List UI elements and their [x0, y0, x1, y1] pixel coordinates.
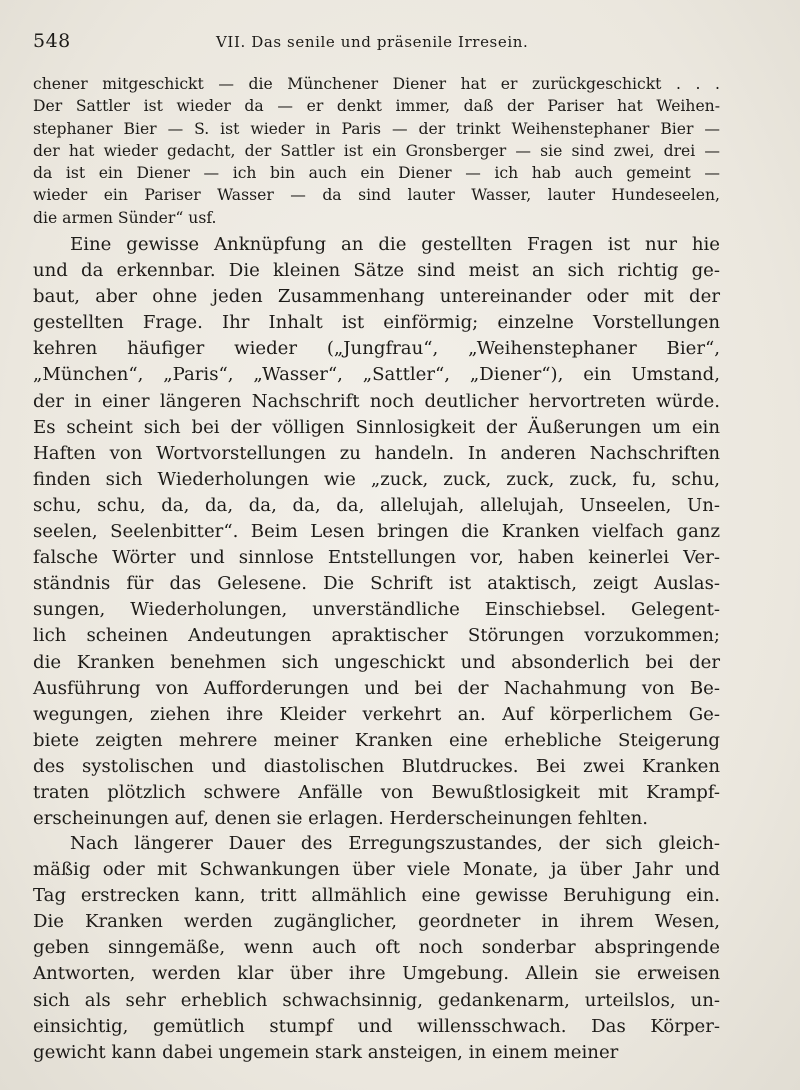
quoted-transcript	[33, 73, 720, 229]
text-line: die armen Sünder“ usf.	[33, 208, 217, 227]
text-line: gewicht kann dabei ungemein stark ansteigen, in einem meiner	[33, 1041, 619, 1063]
text-line: schu, schu, da, da, da, da, da, allelujah, allelujah, Unseelen, Un-	[33, 494, 720, 516]
text-line: biete zeigten mehrere meiner Kranken eine erhebliche Steigerung	[33, 729, 720, 751]
text-line: gestellten Frage. Ihr Inhalt ist einförmig; einzelne Vorstellungen	[33, 312, 720, 334]
text-line: Der Sattler ist wieder da — er denkt immer, daß der Pariser hat Weihen-	[33, 97, 720, 116]
text-line: Eine gewisse Anknüpfung an die gestellten Fragen ist nur hie	[70, 234, 720, 255]
text-line: des systolischen und diastolischen Blutdruckes. Bei zwei Kranken	[33, 755, 720, 777]
text-line: „München“, „Paris“, „Wasser“, „Sattler“, „Diener“), ein Umstand,	[33, 364, 720, 386]
text-line: seelen, Seelenbitter“. Beim Lesen bringen die Kranken vielfach ganz	[33, 521, 720, 543]
text-line: und da erkennbar. Die kleinen Sätze sind meist an sich richtig ge-	[33, 260, 720, 282]
page-number: 548	[33, 30, 71, 52]
text-line: falsche Wörter und sinnlose Entstellungen vor, haben keinerlei Ver-	[33, 547, 720, 569]
text-line: da ist ein Diener — ich bin auch ein Diener — ich hab auch gemeint —	[33, 164, 720, 183]
text-line: mäßig oder mit Schwankungen über viele Monate, ja über Jahr und	[33, 859, 720, 881]
text-line: geben sinngemäße, wenn auch oft noch sonderbar abspringende	[33, 937, 720, 959]
text-line: traten plötzlich schwere Anfälle von Bewußtlosigkeit mit Krampf-	[33, 781, 720, 803]
text-line: einsichtig, gemütlich stumpf und willensschwach. Das Körper-	[33, 1015, 720, 1037]
text-line: ständnis für das Gelesene. Die Schrift ist ataktisch, zeigt Auslas-	[33, 573, 720, 595]
text-line: Antworten, werden klar über ihre Umgebung. Allein sie erweisen	[33, 963, 720, 985]
text-line: stephaner Bier — S. ist wieder in Paris — der trinkt Weihenstephaner Bier —	[33, 119, 720, 138]
text-line: finden sich Wiederholungen wie „zuck, zuck, zuck, zuck, fu, schu,	[33, 468, 720, 490]
text-line: Es scheint sich bei der völligen Sinnlosigkeit der Äußerungen um ein	[33, 416, 720, 438]
text-line: erscheinungen auf, denen sie erlagen. Herderscheinungen fehlten.	[33, 808, 649, 830]
body-paragraph-1	[33, 232, 720, 832]
text-line: Die Kranken werden zugänglicher, geordneter in ihrem Wesen,	[33, 911, 720, 933]
text-line: kehren häufiger wieder („Jungfrau“, „Weihenstephaner Bier“,	[33, 338, 720, 360]
body-paragraph-2	[33, 831, 720, 1066]
text-line: baut, aber ohne jeden Zusammenhang untereinander oder mit der	[33, 286, 720, 308]
text-line: lich scheinen Andeutungen apraktischer Störungen vorzukommen;	[33, 625, 720, 647]
text-line: chener mitgeschickt — die Münchener Diener hat er zurückgeschickt . . .	[33, 75, 720, 93]
text-line: Haften von Wortvorstellungen zu handeln. In anderen Nachschriften	[33, 442, 720, 464]
text-line: sungen, Wiederholungen, unverständliche Einschiebsel. Gelegent-	[33, 599, 720, 621]
page-header	[33, 30, 720, 56]
text-line: die Kranken benehmen sich ungeschickt und absonderlich bei der	[33, 651, 720, 673]
text-line: Tag erstrecken kann, tritt allmählich eine gewisse Beruhigung ein.	[33, 885, 720, 907]
text-line: Ausführung von Aufforderungen und bei der Nachahmung von Be-	[33, 677, 720, 699]
text-line: der hat wieder gedacht, der Sattler ist ein Gronsberger — sie sind zwei, drei —	[33, 141, 720, 160]
text-line: sich als sehr erheblich schwachsinnig, gedankenarm, urteilslos, un-	[33, 989, 720, 1011]
text-line: wieder ein Pariser Wasser — da sind lauter Wasser, lauter Hundeseelen,	[33, 186, 720, 205]
text-line: Nach längerer Dauer des Erregungszustandes, der sich gleich-	[70, 833, 720, 854]
text-line: wegungen, ziehen ihre Kleider verkehrt an. Auf körperlichem Ge-	[33, 703, 720, 725]
running-title: VII. Das senile und präsenile Irresein.	[216, 33, 529, 51]
text-line: der in einer längeren Nachschrift noch deutlicher hervortreten würde.	[33, 390, 720, 412]
